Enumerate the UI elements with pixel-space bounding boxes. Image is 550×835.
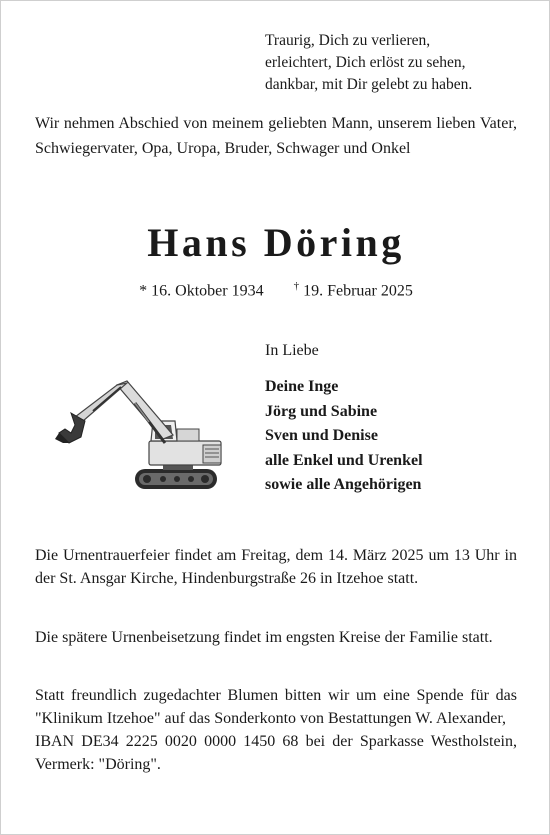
donation-notice (35, 684, 517, 776)
mourners-heading: In Liebe (265, 342, 319, 359)
donation-iban-line: IBAN DE34 2225 0020 0000 1450 68 bei der Sparkasse Westholstein, Vermerk: "Döring". (35, 733, 517, 773)
intro-text: Wir nehmen Abschied von meinem geliebten Mann, unserem lieben Vater, Schwiegervater, Opa, Uropa, Bruder, Schwager und Onkel (35, 115, 517, 157)
life-dates (1, 280, 550, 300)
ceremony-notice: Die Urnentrauerfeier findet am Freitag, dem 14. März 2025 um 13 Uhr in der St. Ansgar Kirche, Hindenburgstraße 26 in Itzehoe statt. (35, 547, 517, 587)
donation-line: Statt freundlich zugedachter Blumen bitten wir um eine Spende für das "Klinikum Itzehoe" auf das Sonderkonto von Bestattungen W. Alexander, (35, 687, 517, 727)
death-symbol: † (293, 280, 300, 292)
poem-line: erleichtert, Dich erlöst zu sehen, (265, 54, 466, 71)
birth-symbol: * (139, 282, 148, 300)
mourner-name: Deine Inge (265, 378, 339, 395)
mourners-list (265, 375, 423, 498)
mourner-name: alle Enkel und Urenkel (265, 451, 423, 469)
death-date: 19. Februar 2025 (303, 282, 413, 300)
poem-line: dankbar, mit Dir gelebt zu haben. (265, 76, 473, 93)
mourner-name: Jörg und Sabine (265, 402, 378, 420)
burial-notice: Die spätere Urnenbeisetzung findet im engsten Kreise der Familie statt. (35, 629, 493, 646)
mourner-name: sowie alle Angehörigen (265, 476, 422, 493)
excavator-icon (53, 373, 223, 495)
deceased-name: Hans Döring (147, 220, 405, 265)
poem (265, 30, 472, 96)
poem-line: Traurig, Dich zu verlieren, (265, 32, 431, 49)
birth-date: 16. Oktober 1934 (151, 282, 264, 300)
mourner-name: Sven und Denise (265, 427, 378, 444)
